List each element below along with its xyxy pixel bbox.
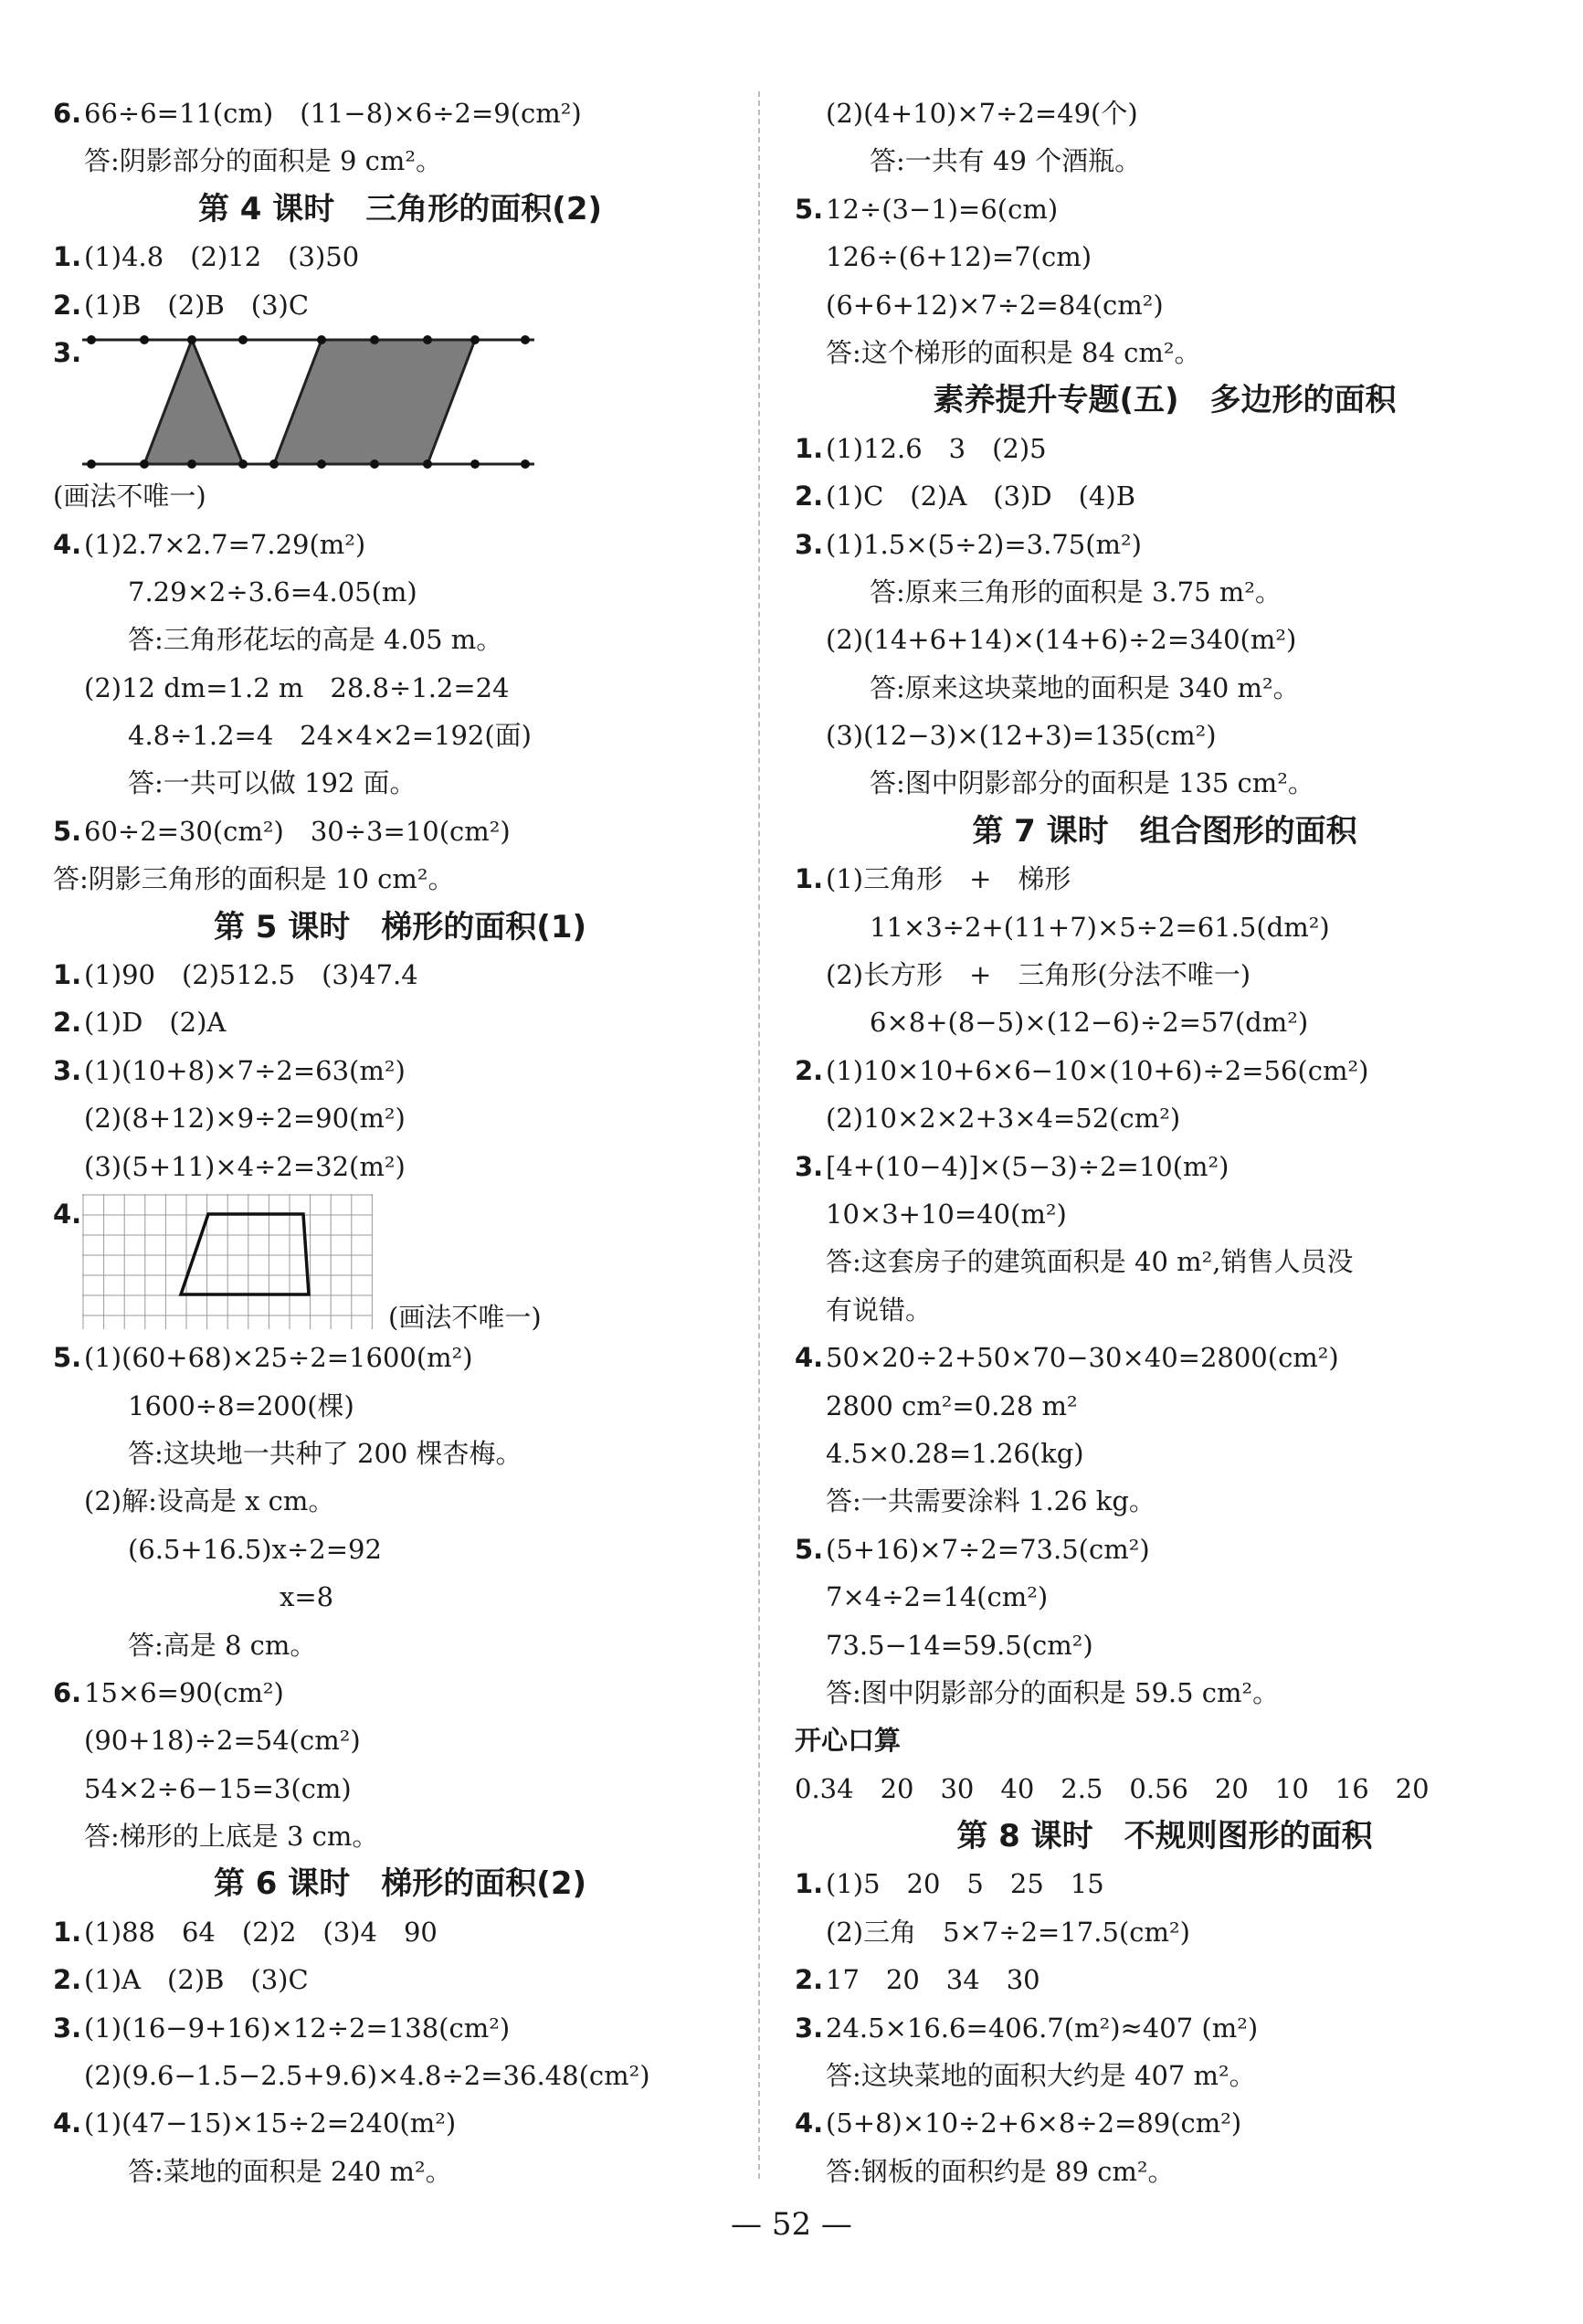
parallel-lines-figure	[82, 329, 548, 479]
grid-trapezoid-figure	[82, 1194, 384, 1335]
answer-line	[795, 1238, 1535, 1285]
question-number: 3.	[53, 2012, 82, 2044]
answer-line	[53, 951, 747, 998]
answer-line	[795, 2004, 1535, 2052]
answer-text: (2)(8+12)×9÷2=90(m²)	[84, 1103, 406, 1135]
answer-line	[53, 1143, 747, 1190]
answer-line	[795, 568, 1535, 616]
answer-line	[53, 1956, 747, 2003]
answer-text: 答:原来三角形的面积是 3.75 m²。	[870, 576, 1282, 607]
answer-line	[795, 712, 1535, 759]
answer-line	[795, 1669, 1535, 1717]
shaded-triangle	[144, 340, 243, 464]
answer-text: 答:钢板的面积约是 89 cm²。	[826, 2155, 1175, 2187]
answer-text: (5+16)×7÷2=73.5(cm²)	[826, 1533, 1150, 1565]
answer-line	[53, 998, 747, 1046]
answer-line	[795, 903, 1535, 951]
answer-text: (2)(14+6+14)×(14+6)÷2=340(m²)	[826, 624, 1297, 656]
answer-text: 答:图中阴影部分的面积是 135 cm²。	[870, 767, 1314, 799]
answer-line	[53, 1526, 747, 1573]
question-number: 1.	[53, 959, 82, 991]
answer-text: 24.5×16.6=406.7(m²)≈407 (m²)	[826, 2012, 1259, 2044]
answer-line	[795, 1956, 1535, 2003]
answer-line	[53, 1908, 747, 1956]
answer-text: (1)5 20 5 25 15	[826, 1868, 1104, 1900]
answer-text: 7×4÷2=14(cm²)	[826, 1581, 1049, 1613]
question-number: 3.	[53, 1054, 82, 1086]
answer-text: 答:一共有 49 个酒瓶。	[870, 145, 1142, 177]
question-number: 2.	[795, 481, 824, 512]
answer-line	[53, 1669, 747, 1717]
answer-text: 0.34 20 30 40 2.5 0.56 20 10 16 20	[795, 1772, 1430, 1804]
answer-text: (2)(9.6−1.5−2.5+9.6)×4.8÷2=36.48(cm²)	[84, 2060, 650, 2092]
answer-text: (1)(10+8)×7÷2=63(m²)	[84, 1054, 406, 1086]
answer-line	[53, 616, 747, 663]
answer-text: 12÷(3−1)=6(cm)	[826, 193, 1059, 225]
answer-line	[53, 1430, 747, 1477]
answer-line	[795, 855, 1535, 903]
answer-line	[53, 1765, 747, 1812]
answer-text: 答:这块地一共种了 200 棵杏梅。	[128, 1437, 522, 1469]
answer-line	[795, 759, 1535, 807]
question-number: 2.	[53, 1964, 82, 1996]
answer-line	[53, 2099, 747, 2147]
question-number: 2.	[53, 289, 82, 321]
section-heading: 素养提升专题(五) 多边形的面积	[933, 382, 1397, 419]
section-heading: 第 8 课时 不规则图形的面积	[956, 1818, 1373, 1855]
answer-line	[795, 1190, 1535, 1238]
answer-line	[53, 808, 747, 855]
answer-text: (1)(16−9+16)×12÷2=138(cm²)	[84, 2012, 511, 2044]
answer-text: (1)D (2)A	[84, 1007, 227, 1039]
answer-line	[53, 1477, 747, 1525]
answer-text: (1)B (2)B (3)C	[84, 289, 310, 321]
question-number: 4.	[795, 1342, 824, 1374]
answer-text: (1)C (2)A (3)D (4)B	[826, 481, 1136, 512]
answer-line	[53, 568, 747, 616]
answer-line	[795, 1382, 1535, 1430]
answer-text: (6.5+16.5)x÷2=92	[128, 1533, 382, 1565]
answer-text: 2800 cm²=0.28 m²	[826, 1389, 1078, 1421]
answer-text: (2)三角 5×7÷2=17.5(cm²)	[826, 1916, 1190, 1948]
answer-text: 答:阴影三角形的面积是 10 cm²。	[53, 863, 455, 895]
section-heading: 第 4 课时 三角形的面积(2)	[197, 190, 603, 227]
question-number: 4.	[53, 2107, 82, 2139]
answer-line	[795, 1860, 1535, 1907]
answer-line	[53, 712, 747, 759]
answer-line	[53, 664, 747, 712]
answer-text: (1)4.8 (2)12 (3)50	[84, 241, 360, 273]
question-number: 3.	[795, 1150, 824, 1182]
answer-line	[795, 1526, 1535, 1573]
answer-text: (2)10×2×2+3×4=52(cm²)	[826, 1103, 1181, 1135]
answer-line	[795, 185, 1535, 233]
section-heading: 第 7 课时 组合图形的面积	[972, 812, 1357, 850]
question-number: 3.	[795, 2012, 824, 2044]
question-number: 3.	[53, 336, 82, 368]
answer-text: 54×2÷6−15=3(cm)	[84, 1772, 352, 1804]
answer-text: (1)(47−15)×15÷2=240(m²)	[84, 2107, 457, 2139]
question-number: 4.	[53, 528, 82, 560]
answer-line	[53, 1812, 747, 1860]
answer-line	[795, 2052, 1535, 2099]
answer-text: (1)1.5×(5÷2)=3.75(m²)	[826, 528, 1142, 560]
answer-line	[795, 1286, 1535, 1334]
answer-line	[53, 2004, 747, 2052]
answer-line	[53, 233, 747, 280]
answer-text: 答:这套房子的建筑面积是 40 m²,销售人员没	[826, 1246, 1354, 1278]
answer-line	[795, 1334, 1535, 1381]
answer-text: 答:这个梯形的面积是 84 cm²。	[826, 336, 1201, 368]
answer-text: 答:原来这块菜地的面积是 340 m²。	[870, 671, 1300, 703]
answer-line	[795, 521, 1535, 568]
question-number: 5.	[53, 815, 82, 847]
answer-text: (2)解:设高是 x cm。	[84, 1485, 335, 1517]
answer-line	[795, 951, 1535, 998]
section-heading: 第 5 课时 梯形的面积(1)	[213, 908, 587, 945]
answer-line	[53, 1382, 747, 1430]
answer-text: 7.29×2÷3.6=4.05(m)	[128, 576, 417, 607]
question-number: 6.	[53, 98, 82, 129]
answer-text: 答:梯形的上底是 3 cm。	[84, 1821, 379, 1853]
answer-line	[795, 233, 1535, 280]
answer-line	[795, 1622, 1535, 1669]
answer-text: (2)(4+10)×7÷2=49(个)	[826, 98, 1138, 129]
answer-line	[53, 1573, 747, 1621]
answer-text: 答:阴影部分的面积是 9 cm²。	[84, 145, 443, 177]
answer-line	[53, 759, 747, 807]
answer-text: (1)三角形 + 梯形	[826, 863, 1071, 895]
right-column	[795, 90, 1535, 2195]
answer-text: 10×3+10=40(m²)	[826, 1198, 1067, 1230]
question-number: 6.	[53, 1676, 82, 1708]
answer-line	[795, 1573, 1535, 1621]
answer-line	[795, 281, 1535, 329]
answer-line	[53, 1622, 747, 1669]
answer-text: (1)88 64 (2)2 (3)4 90	[84, 1916, 438, 1948]
answer-text: (6+6+12)×7÷2=84(cm²)	[826, 289, 1164, 321]
answer-line	[795, 425, 1535, 472]
question-number: 4.	[795, 2107, 824, 2139]
question-number: 2.	[53, 1007, 82, 1039]
answer-line	[53, 855, 747, 903]
question-number: 5.	[795, 1533, 824, 1565]
question-number: 2.	[795, 1964, 824, 1996]
answer-line	[795, 1908, 1535, 1956]
answer-text: (3)(12−3)×(12+3)=135(cm²)	[826, 720, 1217, 752]
answer-text: 有说错。	[826, 1294, 933, 1326]
grid-figure-note: (画法不唯一)	[388, 1302, 542, 1333]
answer-text: (1)A (2)B (3)C	[84, 1964, 309, 1996]
answer-text: 15×6=90(cm²)	[84, 1676, 284, 1708]
answer-text: (1)(60+68)×25÷2=1600(m²)	[84, 1342, 473, 1374]
answer-line	[795, 1047, 1535, 1094]
answer-line	[53, 137, 747, 185]
section-heading: 第 6 课时 梯形的面积(2)	[213, 1865, 587, 1903]
answer-text: (1)10×10+6×6−10×(10+6)÷2=56(cm²)	[826, 1054, 1369, 1086]
subsection-heading: 开心口算	[795, 1725, 902, 1757]
answer-line	[53, 521, 747, 568]
answer-text: (5+8)×10÷2+6×8÷2=89(cm²)	[826, 2107, 1242, 2139]
answer-line	[795, 1094, 1535, 1142]
page-number: — 52 —	[731, 2206, 852, 2243]
answer-text: 73.5−14=59.5(cm²)	[826, 1629, 1093, 1661]
answer-line	[795, 616, 1535, 663]
answer-line	[53, 281, 747, 329]
answer-text: 答:菜地的面积是 240 m²。	[128, 2155, 452, 2187]
answer-text: 50×20÷2+50×70−30×40=2800(cm²)	[826, 1342, 1339, 1374]
answer-line	[795, 90, 1535, 137]
answer-text: 11×3÷2+(11+7)×5÷2=61.5(dm²)	[870, 911, 1330, 943]
answer-text: (1)2.7×2.7=7.29(m²)	[84, 528, 366, 560]
answer-text: x=8	[280, 1581, 334, 1613]
answer-text: 66÷6=11(cm) (11−8)×6÷2=9(cm²)	[84, 98, 582, 129]
question-number: 3.	[795, 528, 824, 560]
answer-text: [4+(10−4)]×(5−3)÷2=10(m²)	[826, 1150, 1229, 1182]
question-number: 5.	[53, 1342, 82, 1374]
answer-line	[53, 1094, 747, 1142]
question-number: 1.	[53, 241, 82, 273]
column-divider	[758, 91, 760, 2179]
question-number: 1.	[795, 863, 824, 895]
answer-text: (3)(5+11)×4÷2=32(m²)	[84, 1150, 406, 1182]
answer-line	[795, 329, 1535, 376]
question-number: 2.	[795, 1054, 824, 1086]
shaded-parallelogram	[274, 340, 475, 464]
answer-line	[795, 472, 1535, 520]
answer-line	[53, 1047, 747, 1094]
answer-text: 4.8÷1.2=4 24×4×2=192(面)	[128, 720, 532, 752]
answer-text: 答:三角形花坛的高是 4.05 m。	[128, 624, 503, 656]
answer-line	[53, 90, 747, 137]
answer-line	[795, 1477, 1535, 1525]
answer-line	[53, 1717, 747, 1764]
answer-line	[795, 2099, 1535, 2147]
answer-text: 答:一共需要涂料 1.26 kg。	[826, 1485, 1156, 1517]
answer-text: 126÷(6+12)=7(cm)	[826, 241, 1092, 273]
answer-line	[795, 137, 1535, 185]
answer-text: (1)12.6 3 (2)5	[826, 432, 1047, 464]
question-number: 4.	[53, 1198, 82, 1230]
answer-line	[795, 998, 1535, 1046]
answer-text: 答:高是 8 cm。	[128, 1629, 317, 1661]
answer-line	[795, 2148, 1535, 2195]
answer-line	[53, 2148, 747, 2195]
answer-text: 4.5×0.28=1.26(kg)	[826, 1437, 1084, 1469]
answer-line	[795, 1143, 1535, 1190]
question-number: 1.	[795, 1868, 824, 1900]
answer-text: 6×8+(8−5)×(12−6)÷2=57(dm²)	[870, 1007, 1309, 1039]
answer-line	[795, 664, 1535, 712]
question-number: 1.	[795, 432, 824, 464]
answer-text: 17 20 34 30	[826, 1964, 1040, 1996]
answer-text: 答:这块菜地的面积大约是 407 m²。	[826, 2060, 1256, 2092]
answer-text: (1)90 (2)512.5 (3)47.4	[84, 959, 418, 991]
question-number: 1.	[53, 1916, 82, 1948]
answer-text: (2)长方形 + 三角形(分法不唯一)	[826, 959, 1251, 991]
answer-text: (2)12 dm=1.2 m 28.8÷1.2=24	[84, 671, 510, 703]
answer-text: 答:一共可以做 192 面。	[128, 767, 417, 799]
question-number: 5.	[795, 193, 824, 225]
answer-text: (画法不唯一)	[53, 481, 206, 512]
answer-line	[795, 1765, 1535, 1812]
answer-line	[795, 1430, 1535, 1477]
answer-text: 答:图中阴影部分的面积是 59.5 cm²。	[826, 1676, 1280, 1708]
answer-line	[53, 472, 747, 520]
answer-line	[53, 1334, 747, 1381]
answer-line	[53, 2052, 747, 2099]
answer-text: (90+18)÷2=54(cm²)	[84, 1725, 361, 1757]
answer-text: 60÷2=30(cm²) 30÷3=10(cm²)	[84, 815, 511, 847]
answer-text: 1600÷8=200(棵)	[128, 1389, 354, 1421]
